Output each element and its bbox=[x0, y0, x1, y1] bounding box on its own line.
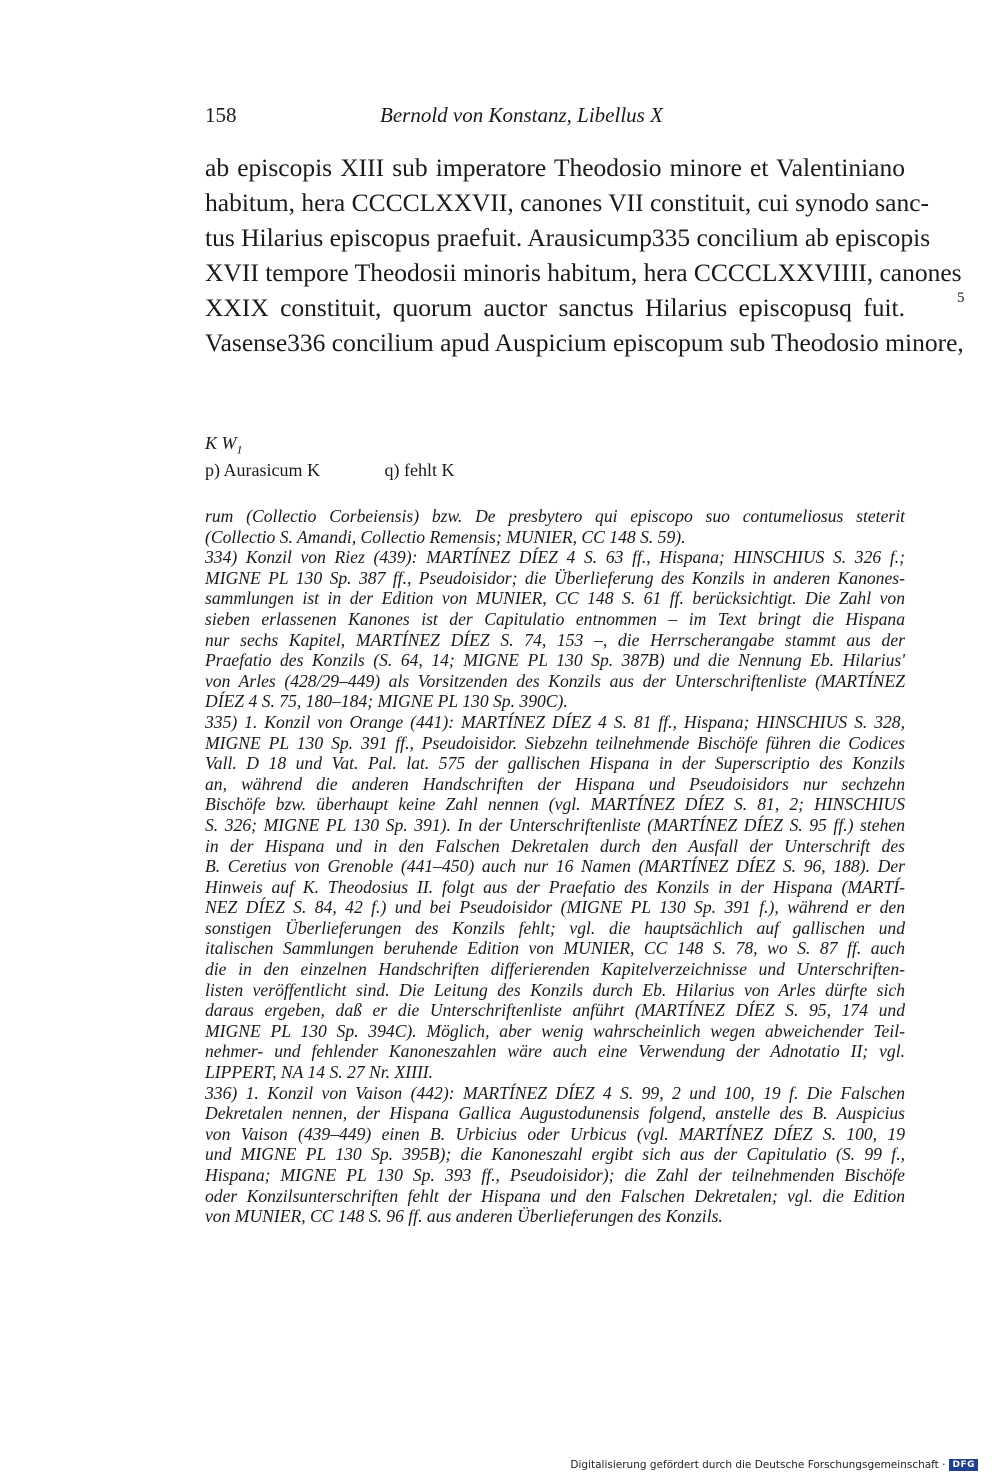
footnote-line: 334) Konzil von Riez (439): MARTÍNEZ DÍEZ 4 S. 63 ff., Hispana; HINSCHIUS S. 326 f.; bbox=[205, 547, 905, 568]
footnote-line: von Vaison (439–449) einen B. Urbicius oder Urbicus (vgl. MARTÍNEZ DÍEZ S. 100, 19 bbox=[205, 1123, 905, 1144]
footnote-line: von Arles (428/29–449) als Vorsitzenden des Konzils aus der Unterschriftenliste (MARTÍNEZ bbox=[205, 670, 905, 691]
footnote-line: Dekretalen nennen, der Hispana Gallica Augustodunensis folgend, anstelle des B. Auspicius bbox=[205, 1103, 905, 1124]
footnote-line: MIGNE PL 130 Sp. 387 ff., Pseudoisidor; die Überlieferung des Konzils in anderen Kanones- bbox=[205, 567, 905, 588]
footnote-line: daraus ergeben, daß er die Unterschriftenliste anführt (MARTÍNEZ DÍEZ S. 95, 174 und bbox=[205, 1000, 905, 1021]
main-text bbox=[205, 150, 964, 360]
footnote-line: sieben erlassenen Kanones ist der Capitulatio entnommen – im Text bringt die Hispana bbox=[205, 608, 905, 629]
witness-sigla: K W bbox=[205, 433, 237, 453]
page-number: 158 bbox=[205, 103, 237, 127]
main-text-line: ab episcopis XIII sub imperatore Theodosio minore et Valentiniano bbox=[205, 153, 905, 182]
footnote-line: DÍEZ 4 S. 75, 180–184; MIGNE PL 130 Sp. 390C). bbox=[205, 691, 568, 712]
footnote-line: nur sechs Kapitel, MARTÍNEZ DÍEZ S. 74, 153 –, die Herrscherangabe stammt aus der bbox=[205, 629, 905, 650]
footnote-line: Bischöfe bzw. überhaupt keine Zahl nennen (vgl. MARTÍNEZ DÍEZ S. 81, 2; HINSCHIUS bbox=[205, 794, 905, 815]
footnote-line: Vall. D 18 und Vat. Pal. lat. 575 der gallischen Hispana in der Superscriptio des Konzils bbox=[205, 753, 905, 774]
variant-q: q) fehlt K bbox=[384, 460, 455, 480]
main-text-line: Vasense336 concilium apud Auspicium episcopum sub Theodosio minore, bbox=[205, 328, 964, 357]
footnote-line: 335) 1. Konzil von Orange (441): MARTÍNEZ DÍEZ 4 S. 81 ff., Hispana; HINSCHIUS S. 328, bbox=[205, 711, 905, 732]
footnote-line: in der Hispana und in den Falschen Dekretalen durch den Ausfall der Unterschrift des bbox=[205, 835, 905, 856]
apparatus-witnesses bbox=[205, 433, 243, 458]
footnote-line: rum (Collectio Corbeiensis) bzw. De presbytero qui episcopo suo contumeliosus steterit bbox=[205, 506, 905, 526]
footnote-line: B. Ceretius von Grenoble (441–450) auch nur 16 Namen (MARTÍNEZ DÍEZ S. 96, 188). Der bbox=[205, 856, 905, 877]
footnote-line: listen veröffentlicht sind. Die Leitung des Konzils durch Eb. Hilarius von Arles dürfte sich bbox=[205, 979, 905, 1000]
footnote-line: MIGNE PL 130 Sp. 391 ff., Pseudoisidor. Siebzehn teilnehmende Bischöfe führen die Codices bbox=[205, 732, 905, 753]
footnote-line: an, während die anderen Handschriften der Hispana und Pseudoisidors nur sechzehn bbox=[205, 773, 905, 794]
main-text-line: XVII tempore Theodosii minoris habitum, hera CCCCLXXVIIII, canones bbox=[205, 258, 962, 287]
footnote-line: (Collectio S. Amandi, Collectio Remensis; MUNIER, CC 148 S. 59). bbox=[205, 526, 686, 547]
footnotes bbox=[205, 506, 905, 1227]
apparatus-variants bbox=[205, 460, 454, 481]
footnote-line: die in den einzelnen Handschriften differierenden Kapitelverzeichnisse und Unterschriften- bbox=[205, 959, 905, 980]
footnote-line: Hinweis auf K. Theodosius II. folgt aus der Praefatio des Konzils in der Hispana (MARTÍ- bbox=[205, 876, 905, 897]
witness-subscript: 1 bbox=[236, 442, 243, 457]
footnote-line: sammlungen ist in der Edition von MUNIER, CC 148 S. 61 ff. berücksichtigt. Die Zahl von bbox=[205, 588, 905, 609]
footnote-line: S. 326; MIGNE PL 130 Sp. 391). In der Unterschriftenliste (MARTÍNEZ DÍEZ S. 95 ff.) stehen bbox=[205, 814, 905, 835]
line-number-marker: 5 bbox=[957, 290, 965, 306]
footnote-line: und MIGNE PL 130 Sp. 395B); die Kanoneszahl ergibt sich aus der Capitulatio (S. 99 f., bbox=[205, 1144, 905, 1165]
footnote-line: von MUNIER, CC 148 S. 96 ff. aus anderen Überlieferungen des Konzils. bbox=[205, 1206, 723, 1227]
footnote-line: nehmer- und fehlender Kanoneszahlen wäre auch eine Verwendung der Adnotatio II; vgl. bbox=[205, 1041, 905, 1062]
main-text-line: XXIX constituit, quorum auctor sanctus Hilarius episcopusq fuit. bbox=[205, 293, 905, 322]
footnote-line: Hispana; MIGNE PL 130 Sp. 393 ff., Pseudoisidor); die Zahl der teilnehmenden Bischöfe bbox=[205, 1165, 905, 1185]
footnote-line: sonstigen Überlieferungen des Konzils fehlt; vgl. die hauptsächlich auf gallischen und bbox=[205, 917, 905, 938]
footnote-line: 336) 1. Konzil von Vaison (442): MARTÍNEZ DÍEZ 4 S. 99, 2 und 100, 19 f. Die Falschen bbox=[205, 1082, 905, 1103]
footnote-line: Praefatio des Konzils (S. 64, 14; MIGNE PL 130 Sp. 387B) und die Nennung Eb. Hilarius' bbox=[205, 650, 905, 671]
footnote-line: LIPPERT, NA 14 S. 27 Nr. XIIII. bbox=[205, 1062, 434, 1083]
footnote-line: NEZ DÍEZ S. 84, 42 f.) und bei Pseudoisidor (MIGNE PL 130 Sp. 391 f.), während er den bbox=[205, 897, 905, 918]
footnote-line: MIGNE PL 130 Sp. 394C). Möglich, aber wenig wahrscheinlich wegen abweichender Teil- bbox=[205, 1020, 905, 1041]
footer-credit bbox=[570, 1459, 978, 1471]
footer-credit-text: Digitalisierung gefördert durch die Deutsche Forschungsgemeinschaft · bbox=[570, 1459, 946, 1471]
variant-p: p) Aurasicum K bbox=[205, 460, 320, 480]
footnote-line: oder Konzilsunterschriften fehlt der Hispana und den Falschen Dekretalen; vgl. die Edition bbox=[205, 1185, 905, 1206]
dfg-logo: DFG bbox=[949, 1459, 978, 1471]
running-title: Bernold von Konstanz, Libellus X bbox=[380, 103, 663, 127]
main-text-line: habitum, hera CCCCLXXVII, canones VII constituit, cui synodo sanc- bbox=[205, 188, 930, 217]
footnote-line: italischen Sammlungen beruhende Edition von MUNIER, CC 148 S. 78, wo S. 87 ff. auch bbox=[205, 938, 905, 959]
main-text-line: tus Hilarius episcopus praefuit. Arausicump335 concilium ab episcopis bbox=[205, 223, 931, 252]
